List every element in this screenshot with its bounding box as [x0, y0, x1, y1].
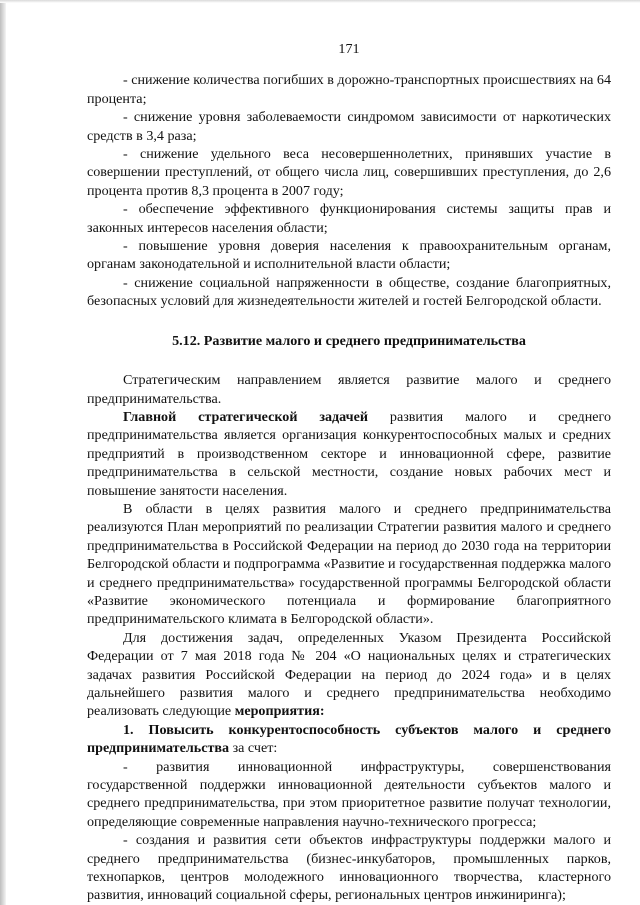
document-page — [87, 40, 611, 905]
scan-shadow-edge — [0, 0, 6, 905]
goals-text: Для достижения задач, определенных Указом Президента Российской Федерации от 7 мая 2018 года № 204 «О национальных целях и стратегических задачах развития Российской Федерации на период до 2024 года» и в целях дальнейшего развития малого и среднего предпринимательства необходимо реализовать следующие — [87, 629, 611, 720]
bullet-juvenile-crime: - снижение удельного веса несовершеннолетних, принявших участие в совершении преступлений, от общего числа лиц, совершивших преступления, до 2,6 процента против 8,3 процента в 2007 году; — [87, 146, 611, 199]
item-1-emphasis: 1. Повысить конкурентоспособность субъектов малого и среднего предпринимательства — [87, 721, 611, 757]
bullet-trust-level: - повышение уровня доверия населения к правоохранительным органам, органам законодательной и исполнительной власти области; — [87, 238, 611, 273]
paragraph-goals — [87, 629, 611, 721]
bullet-social-tension: - снижение социальной напряженности в обществе, создание благоприятных, безопасных условий для жизнедеятельности жителей и гостей Белгородской области. — [87, 274, 611, 310]
bullet-innovation-infrastructure: - развития инновационной инфраструктуры, совершенствования государственной поддержки инновационной деятельности субъектов малого и среднего предпринимательства, при этом приоритетное развитие получат технологии, определяющие современные направления научно-технического прогресса; — [87, 758, 611, 830]
page-number: 171 — [338, 41, 360, 57]
bullet-rights-protection: - обеспечение эффективного функционирования системы защиты прав и законных интересов населения области; — [87, 201, 611, 236]
main-task-text: развития малого и среднего предпринимательства является организация конкурентоспособных малых и средних предприятий в производственном секторе и инновационной сфере, развитие предпринимательства в сельской местности, создание новых рабочих мест и повышение занятости населения. — [87, 408, 611, 499]
item-1-text: за счет: — [229, 740, 278, 757]
paragraph-action-plan: В области в целях развития малого и среднего предпринимательства реализуются План мероприятий по реализации Стратегии развития малого и среднего предпринимательства в Российской Федерации на период до 2030 года на территории Белгородской области и подпрограмма «Развитие и государственная поддержка малого и среднего предпринимательства» государственной программы Белгородской области «Развитие экономического потенциала и формирование благоприятного предпринимательского климата в Белгородской области». — [87, 500, 611, 628]
main-task-emphasis: Главной стратегической задачей — [123, 408, 368, 425]
goals-emphasis: мероприятия: — [234, 703, 325, 720]
section-heading: 5.12. Развитие малого и среднего предпринимательства — [172, 332, 526, 349]
bullet-drug-addiction: - снижение уровня заболеваемости синдромом зависимости от наркотических средств в 3,4 раза; — [87, 109, 611, 144]
paragraph-strategic-direction: Стратегическим направлением является развитие малого и среднего предпринимательства. — [87, 372, 611, 407]
item-1-heading — [87, 721, 611, 758]
scan-shadow-top — [0, 0, 640, 3]
paragraph-main-task — [87, 408, 611, 500]
bullet-road-deaths: - снижение количества погибших в дорожно-транспортных происшествиях на 64 процента; — [87, 72, 611, 107]
bullet-support-infrastructure: - создания и развития сети объектов инфраструктуры поддержки малого и среднего предпринимательства (бизнес-инкубаторов, промышленных парков, технопарков, центров молодежного инновационного творчества, кластерного развития, инноваций социальной сферы, региональных центров инжиниринга); — [87, 832, 611, 904]
